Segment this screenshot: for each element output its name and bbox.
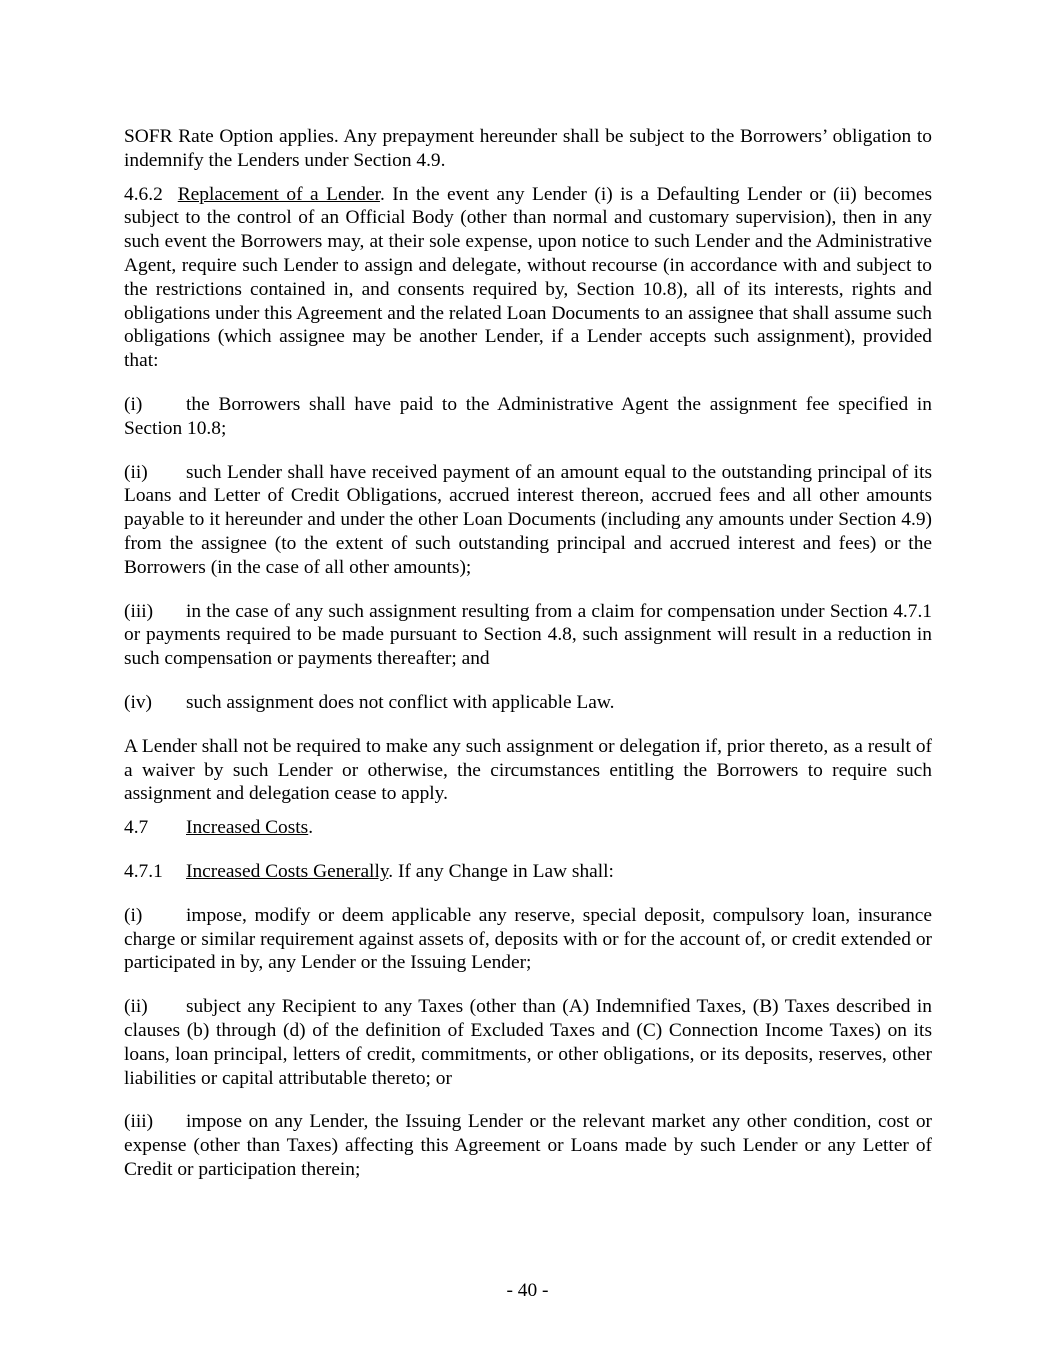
list-item xyxy=(124,904,932,975)
intro-paragraph: SOFR Rate Option applies. Any prepayment hereunder shall be subject to the Borrowers’ obligation to indemnify the Lenders under Section 4.9. xyxy=(124,126,932,171)
page-number: - 40 - xyxy=(506,1280,549,1301)
list-item-label: (ii) xyxy=(124,461,148,483)
section-4-7-heading: Increased Costs xyxy=(186,817,309,839)
list-item-text: in the case of any such assignment resulting from a claim for compensation under Section 4.7.1 or payments required to be made pursuant to Section 4.8, such assignment will result in a reduction in such compensation or payments thereafter; and xyxy=(124,600,932,670)
section-4-6-2-paragraph xyxy=(124,183,932,373)
list-item-text: impose on any Lender, the Issuing Lender or the relevant market any other condition, cost or expense (other than Taxes) affecting this Agreement or Loans made by such Lender or any Letter of Credit or participation therein; xyxy=(124,1111,932,1180)
list-item xyxy=(124,1110,932,1181)
section-4-7-heading-line xyxy=(124,816,932,840)
list-item-text: the Borrowers shall have paid to the Administrative Agent the assignment fee specified in Section 10.8; xyxy=(124,393,932,439)
list-item-label: (i) xyxy=(124,904,143,926)
section-4-7-1-heading: Increased Costs Generally xyxy=(186,860,389,882)
list-item-label: (i) xyxy=(124,393,143,415)
section-4-6-2-heading: Replacement of a Lender xyxy=(177,183,380,205)
list-item xyxy=(124,691,932,715)
list-item-text: such Lender shall have received payment of an amount equal to the outstanding principal of its Loans and Letter of Credit Obligations, accrued interest thereon, accrued fees and all other amounts payable to it hereunder and under the other Loan Documents (including any amounts under Section 4.9) from the assignee (to the extent of such outstanding principal and accrued interest and fees) or the Borrowers (in the case of all other amounts); xyxy=(124,461,932,578)
list-item-label: (iii) xyxy=(124,1111,154,1133)
closing-paragraph: A Lender shall not be required to make any such assignment or delegation if, prior thereto, as a result of a waiver by such Lender or otherwise, the circumstances entitling the Borrowers to require such assignment and delegation cease to apply. xyxy=(124,735,932,805)
section-4-7-1-tail: . If any Change in Law shall: xyxy=(388,860,614,882)
list-item-label: (ii) xyxy=(124,996,148,1018)
list-item-text: such assignment does not conflict with applicable Law. xyxy=(186,691,615,713)
list-item xyxy=(124,393,932,441)
list-item xyxy=(124,461,932,580)
list-item-label: (iii) xyxy=(124,600,154,622)
list-item xyxy=(124,600,932,671)
section-4-7-1-paragraph xyxy=(124,860,932,884)
list-item-text: subject any Recipient to any Taxes (other than (A) Indemnified Taxes, (B) Taxes described in clauses (b) through (d) of the definition of Excluded Taxes and (C) Connection Income Taxes) on its loans, loan principal, letters of credit, commitments, or other obligations, or its deposits, reserves, other liabilities or capital attributable thereto; or xyxy=(124,996,932,1089)
section-4-7-1-number: 4.7.1 xyxy=(124,860,163,882)
section-4-7-tail: . xyxy=(308,817,314,839)
document-page xyxy=(124,125,932,1202)
section-4-6-2-body: . In the event any Lender (i) is a Defaulting Lender or (ii) becomes subject to the control of an Official Body (other than normal and customary supervision), then in any such event the Borrowers may, at their sole expense, upon notice to such Lender and the Administrative Agent, require such Lender to assign and delegate, without recourse (in accordance with and subject to the restrictions contained in, and consents required by, Section 10.8), all of its interests, rights and obligations under this Agreement and the related Loan Documents to an assignee that shall assume such obligations (which assignee may be another Lender, if a Lender accepts such assignment), provided that: xyxy=(124,183,932,372)
section-4-7-number: 4.7 xyxy=(124,817,149,839)
list-item xyxy=(124,995,932,1090)
list-item-text: impose, modify or deem applicable any reserve, special deposit, compulsory loan, insurance charge or similar requirement against assets of, deposits with or for the account of, or credit extended or participated in by, any Lender or the Issuing Lender; xyxy=(124,904,932,974)
section-4-6-2-number: 4.6.2 xyxy=(124,183,163,205)
list-item-label: (iv) xyxy=(124,691,152,713)
